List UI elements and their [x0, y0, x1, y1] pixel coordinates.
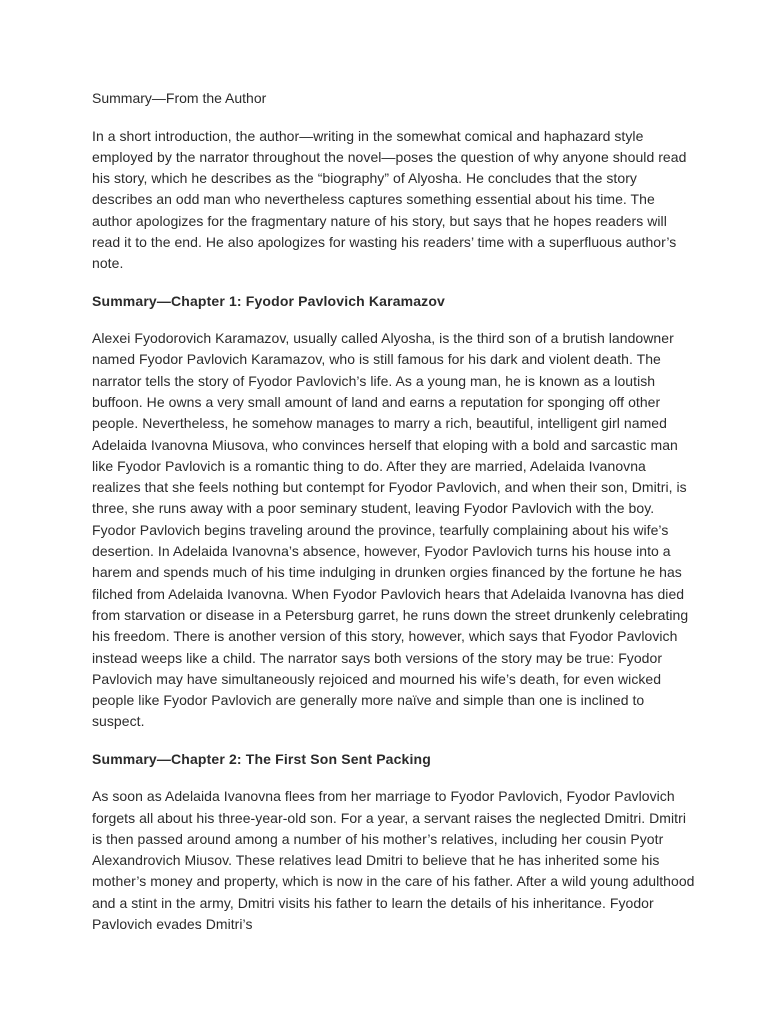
chapter2-heading: Summary—Chapter 2: The First Son Sent Packing — [92, 750, 431, 767]
document-page — [92, 88, 698, 951]
chapter2-paragraph: As soon as Adelaida Ivanovna flees from her marriage to Fyodor Pavlovich, Fyodor Pavlovich forgets all about his three-year-old son. For a year, a servant raises the neglected Dmitri. Dmitri is then passed around among a number of his mother’s relatives, including her cousin Pyotr Alexandrovich Miusov. These relatives lead Dmitri to believe that he has inherited some his mother’s money and property, which is now in the care of his father. After a wild young adulthood and a stint in the army, Dmitri visits his father to learn the details of his inheritance. Fyodor Pavlovich evades Dmitri’s — [92, 788, 695, 932]
chapter1-paragraph: Alexei Fyodorovich Karamazov, usually called Alyosha, is the third son of a brutish landowner named Fyodor Pavlovich Karamazov, who is still famous for his dark and violent death. The narrator tells the story of Fyodor Pavlovich’s life. As a young man, he is known as a loutish buffoon. He owns a very small amount of land and earns a reputation for sponging off other people. Nevertheless, he somehow manages to marry a rich, beautiful, intelligent girl named Adelaida Ivanovna Miusova, who convinces herself that eloping with a bold and sarcastic man like Fyodor Pavlovich is a romantic thing to do. After they are married, Adelaida Ivanovna realizes that she feels nothing but contempt for Fyodor Pavlovich, and when their son, Dmitri, is three, she runs away with a poor seminary student, leaving Fyodor Pavlovich with the boy. Fyodor Pavlovich begins traveling around the province, tearfully complaining about his wife’s desertion. In Adelaida Ivanovna’s absence, however, Fyodor Pavlovich turns his house into a harem and spends much of his time indulging in drunken orgies financed by the fortune he has filched from Adelaida Ivanovna. When Fyodor Pavlovich hears that Adelaida Ivanovna has died from starvation or disease in a Petersburg garret, he runs down the street drunkenly celebrating his freedom. There is another version of this story, however, which says that Fyodor Pavlovich instead weeps like a child. The narrator says both versions of the story may be true: Fyodor Pavlovich may have simultaneously rejoiced and mourned his wife’s death, for even wicked people like Fyodor Pavlovich are generally more naïve and simple than one is inclined to suspect. — [92, 330, 689, 730]
intro-paragraph: In a short introduction, the author—writing in the somewhat comical and haphazard style employed by the narrator throughout the novel—poses the question of why anyone should read his story, which he describes as the “biography” of Alyosha. He concludes that the story describes an odd man who nevertheless captures something essential about his time. The author apologizes for the fragmentary nature of his story, but says that he hopes readers will read it to the end. He also apologizes for wasting his readers’ time with a superfluous author’s note. — [92, 127, 687, 272]
chapter1-heading: Summary—Chapter 1: Fyodor Pavlovich Karamazov — [92, 292, 445, 309]
intro-heading: Summary—From the Author — [92, 90, 267, 106]
